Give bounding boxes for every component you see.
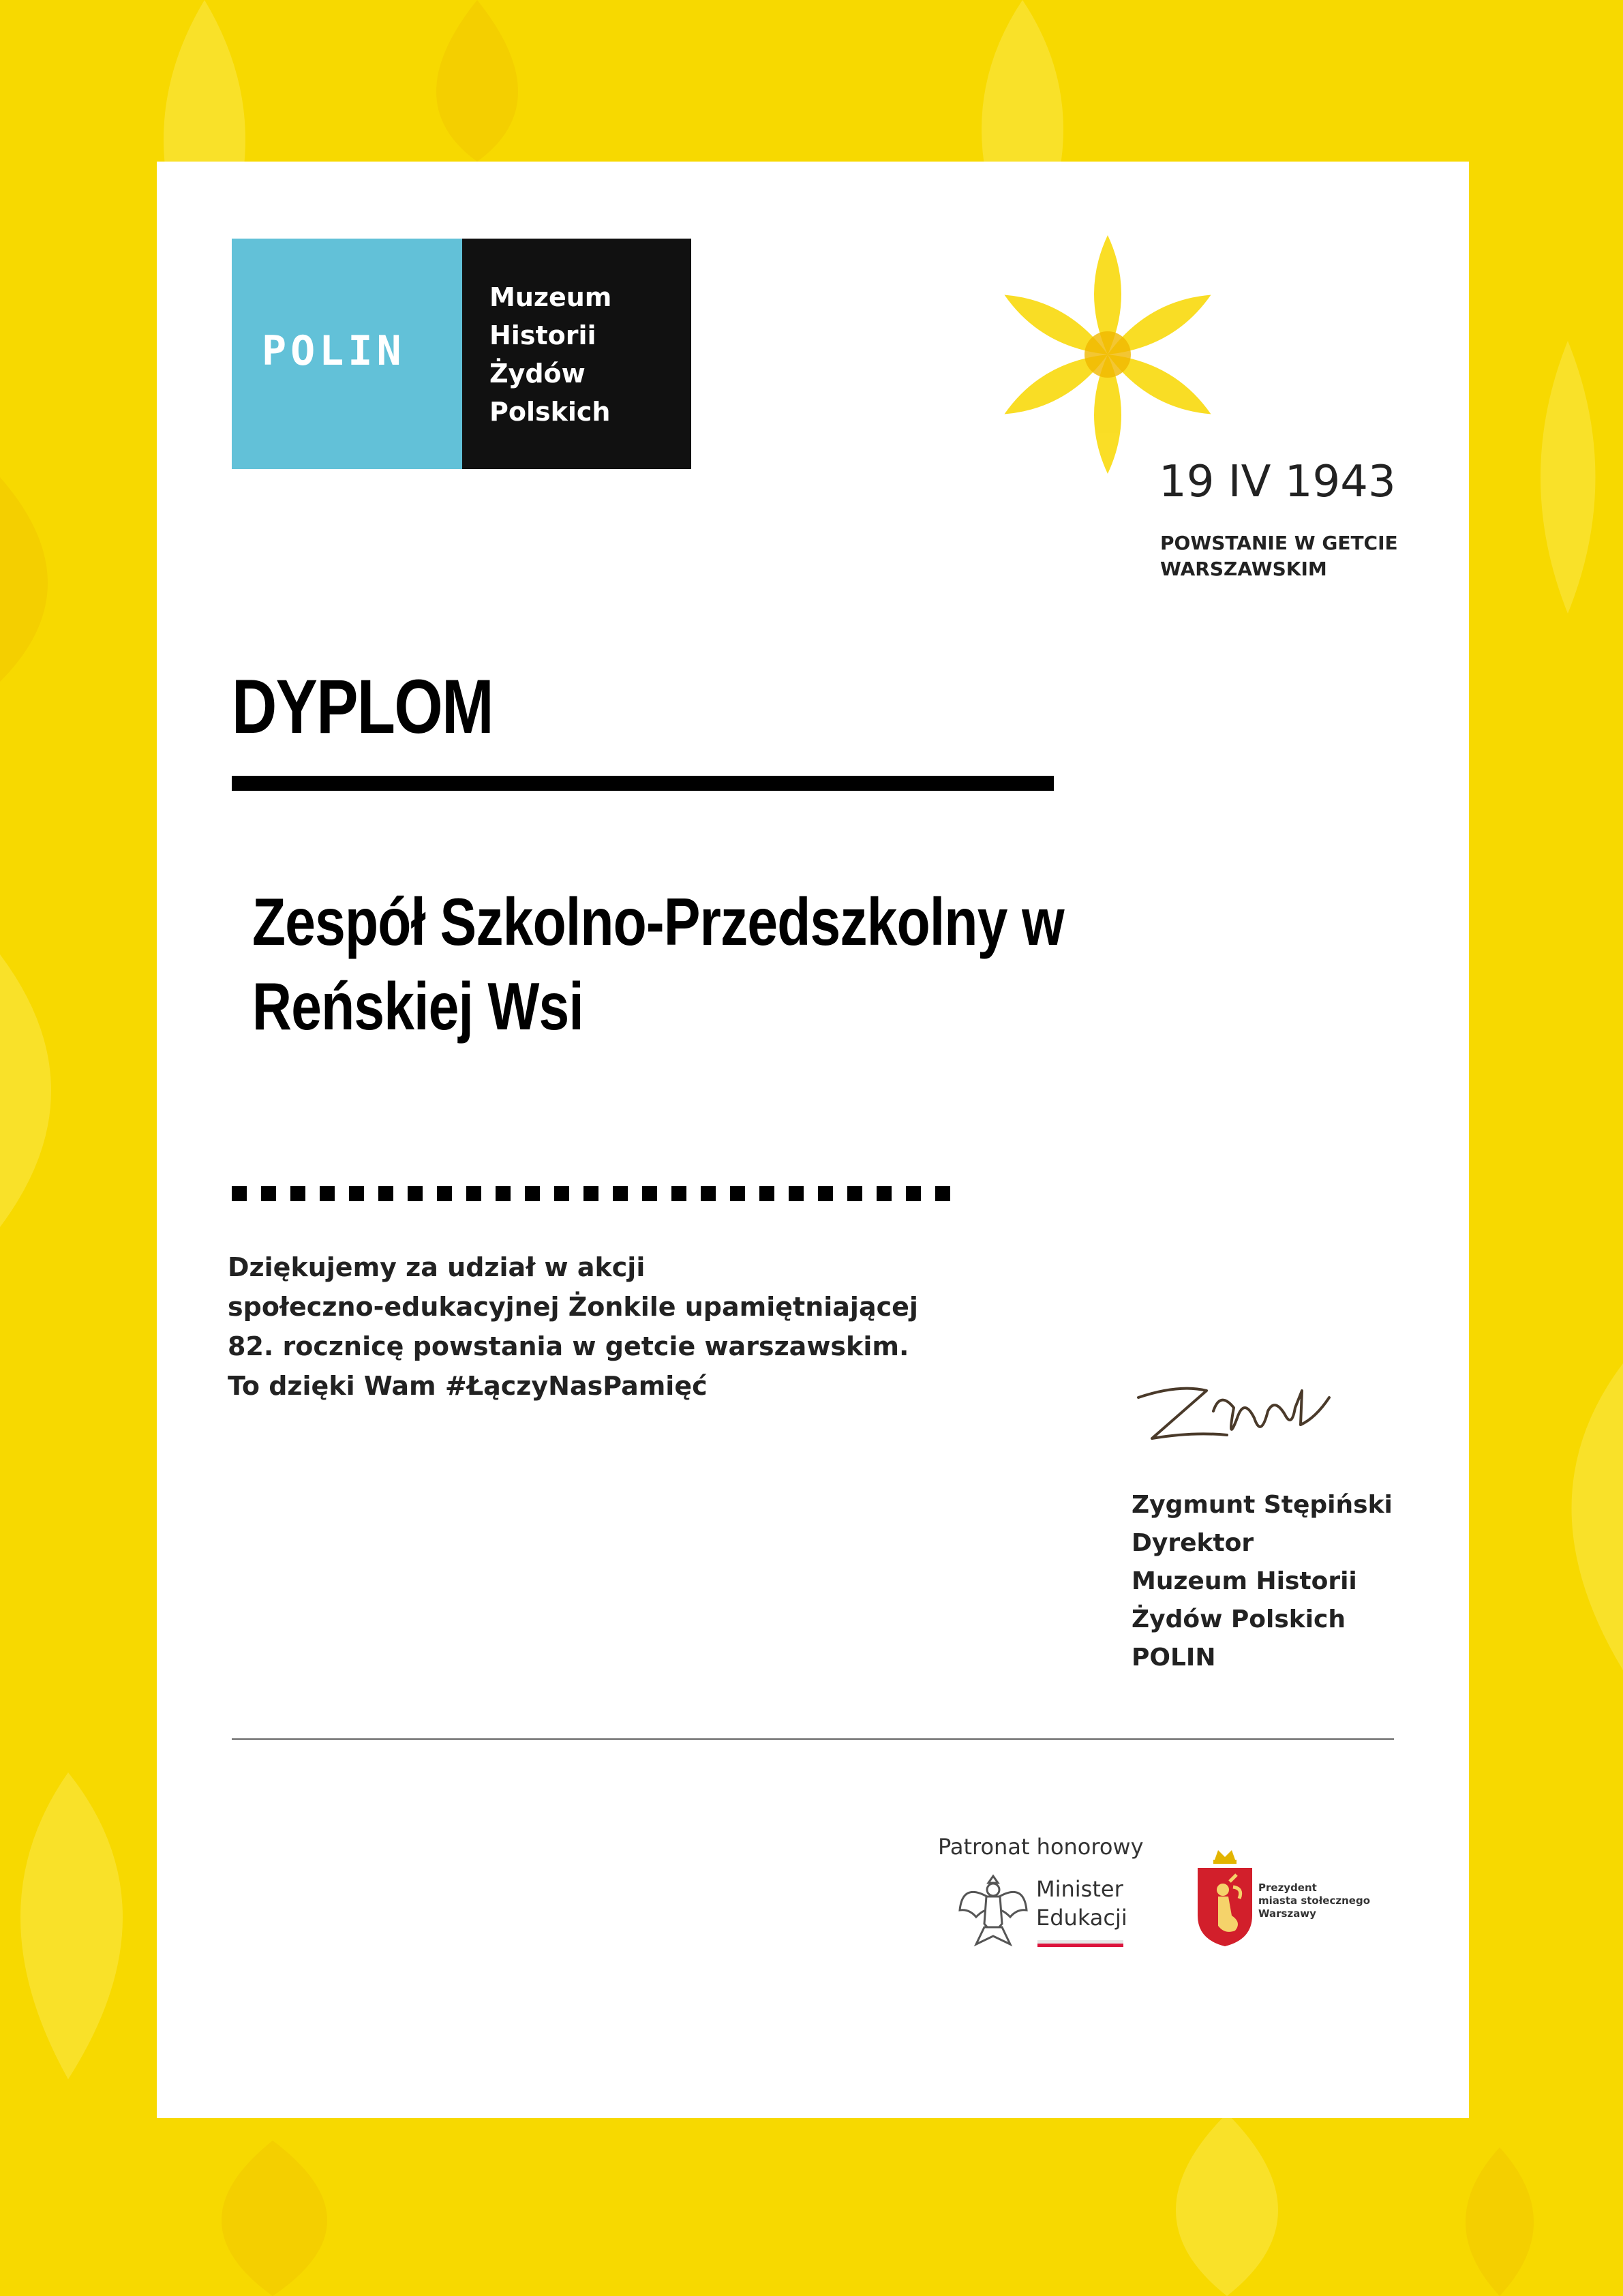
thanks-line: Dziękujemy za udział w akcji xyxy=(228,1252,646,1282)
warsaw-crest-icon xyxy=(1194,1847,1256,1950)
recipient-name: Zespół Szkolno-Przedszkolny w Reńskiej Wsi xyxy=(252,884,1064,1044)
footer-divider xyxy=(232,1738,1394,1740)
uprising-caption xyxy=(1160,530,1398,582)
minister-of-education xyxy=(1036,1875,1127,1932)
thanks-message xyxy=(228,1248,1046,1406)
handwritten-signature xyxy=(1125,1370,1356,1459)
polin-logo-black-block xyxy=(462,239,691,469)
dashed-separator xyxy=(232,1186,950,1201)
title-underline xyxy=(232,776,1054,791)
museum-name-line: Muzeum xyxy=(489,282,612,312)
polin-wordmark: POLIN xyxy=(262,327,406,375)
polin-logo xyxy=(232,239,691,469)
signer-block xyxy=(1132,1486,1393,1677)
mayor-line: Warszawy xyxy=(1258,1907,1316,1920)
minister-line: Edukacji xyxy=(1036,1905,1127,1931)
uprising-caption-line: POWSTANIE W GETCIE xyxy=(1160,532,1398,554)
mayor-of-warsaw xyxy=(1258,1882,1370,1920)
thanks-line: 82. rocznicę powstania w getcie warszawskim. xyxy=(228,1331,909,1361)
signer-line: Zygmunt Stępiński xyxy=(1132,1491,1393,1519)
museum-name-line: Polskich xyxy=(489,397,611,427)
signer-line: Dyrektor xyxy=(1132,1529,1254,1557)
uprising-caption-line: WARSZAWSKIM xyxy=(1160,558,1327,580)
museum-name-line: Żydów xyxy=(489,359,586,389)
thanks-line: To dzięki Wam #ŁączyNasPamięć xyxy=(228,1371,708,1401)
mayor-line: miasta stołecznego xyxy=(1258,1894,1370,1907)
minister-line: Minister xyxy=(1036,1876,1123,1902)
thanks-line: społeczno-edukacyjnej Żonkile upamiętniającej xyxy=(228,1292,918,1322)
diploma-title: DYPLOM xyxy=(232,664,494,749)
signer-line: Muzeum Historii xyxy=(1132,1567,1357,1595)
uprising-date: 19 IV 1943 xyxy=(1159,457,1396,507)
patronage-label: Patronat honorowy xyxy=(938,1834,1144,1860)
mayor-line: Prezydent xyxy=(1258,1882,1317,1894)
signer-line: POLIN xyxy=(1132,1644,1216,1672)
polin-logo-blue-block xyxy=(232,239,462,469)
daffodil-icon xyxy=(995,232,1220,477)
polish-flag-bar xyxy=(1037,1940,1123,1947)
museum-name-line: Historii xyxy=(489,320,596,350)
signer-line: Żydów Polskich xyxy=(1132,1605,1346,1633)
museum-name xyxy=(489,278,611,431)
white-eagle-icon xyxy=(956,1869,1031,1951)
